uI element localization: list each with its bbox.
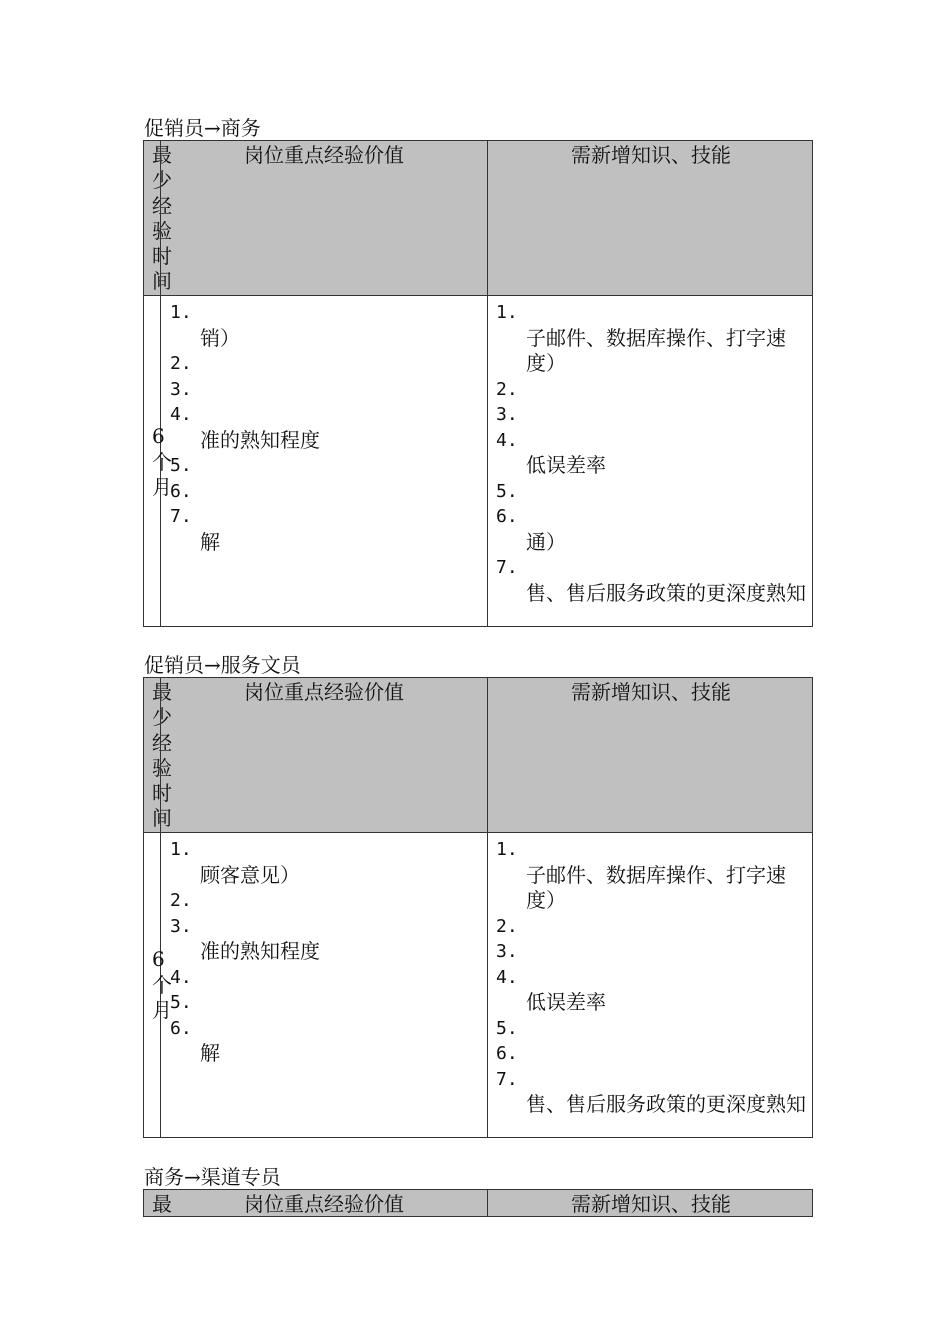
transfer-table bbox=[143, 1189, 813, 1217]
list-item: 5. bbox=[170, 455, 192, 476]
list-item: 6. 解 bbox=[170, 1017, 220, 1065]
header-key-experience-value: 岗位重点经验价值 bbox=[244, 143, 404, 167]
list-item: 2. bbox=[170, 890, 192, 911]
min-time-value: 6个月 bbox=[152, 424, 172, 499]
list-item: 3. 准的熟知程度 bbox=[170, 915, 320, 963]
list-item: 2. bbox=[496, 378, 518, 400]
list-item: 2. bbox=[496, 915, 518, 937]
header-new-skills: 需新增知识、技能 bbox=[571, 680, 731, 704]
list-item: 7. 售、售后服务政策的更深度熟知 bbox=[496, 557, 806, 605]
list-item: 3. bbox=[496, 941, 518, 962]
list-item: 4. bbox=[170, 966, 192, 988]
skills-list bbox=[496, 300, 806, 606]
section-title: 促销员→商务 bbox=[144, 116, 261, 140]
header-min-experience-time: 最 bbox=[152, 1192, 172, 1216]
value-list bbox=[170, 837, 470, 1067]
table-body-row bbox=[144, 833, 812, 1137]
section-title: 商务→渠道专员 bbox=[144, 1165, 281, 1189]
list-item: 3. bbox=[170, 378, 192, 400]
list-item: 4. 准的熟知程度 bbox=[170, 404, 320, 452]
list-item: 1. 子邮件、数据库操作、打字速度） bbox=[496, 839, 786, 912]
list-item: 6. 通） bbox=[496, 506, 566, 554]
column-divider bbox=[487, 1190, 488, 1216]
list-item: 4. 低误差率 bbox=[496, 966, 606, 1014]
header-key-experience-value: 岗位重点经验价值 bbox=[244, 680, 404, 704]
header-key-experience-value: 岗位重点经验价值 bbox=[244, 1192, 404, 1216]
list-item: 3. bbox=[496, 404, 518, 425]
list-item: 1. 顾客意见） bbox=[170, 839, 300, 887]
table-header-row bbox=[144, 1190, 812, 1217]
table-header-row bbox=[144, 141, 812, 296]
list-item: 7. 售、售后服务政策的更深度熟知 bbox=[496, 1068, 806, 1116]
section-title: 促销员→服务文员 bbox=[144, 653, 301, 677]
table-body-row bbox=[144, 296, 812, 626]
list-item: 1. 子邮件、数据库操作、打字速度） bbox=[496, 302, 786, 375]
list-item: 4. 低误差率 bbox=[496, 429, 606, 477]
header-min-experience-time: 最少经验时间 bbox=[152, 143, 172, 294]
transfer-table bbox=[143, 677, 813, 1138]
transfer-table bbox=[143, 140, 813, 627]
min-time-value: 6个月 bbox=[152, 947, 172, 1022]
list-item: 2. bbox=[170, 353, 192, 374]
list-item: 7. 解 bbox=[170, 506, 220, 554]
list-item: 5. bbox=[170, 992, 192, 1013]
table-header-row bbox=[144, 678, 812, 833]
list-item: 6. bbox=[496, 1043, 518, 1064]
list-item: 5. bbox=[496, 1017, 518, 1039]
header-new-skills: 需新增知识、技能 bbox=[571, 143, 731, 167]
skills-list bbox=[496, 837, 806, 1118]
list-item: 5. bbox=[496, 480, 518, 502]
header-new-skills: 需新增知识、技能 bbox=[571, 1192, 731, 1216]
list-item: 1. 销） bbox=[170, 302, 240, 350]
list-item: 6. bbox=[170, 480, 192, 502]
value-list bbox=[170, 300, 470, 555]
header-min-experience-time: 最少经验时间 bbox=[152, 680, 172, 831]
